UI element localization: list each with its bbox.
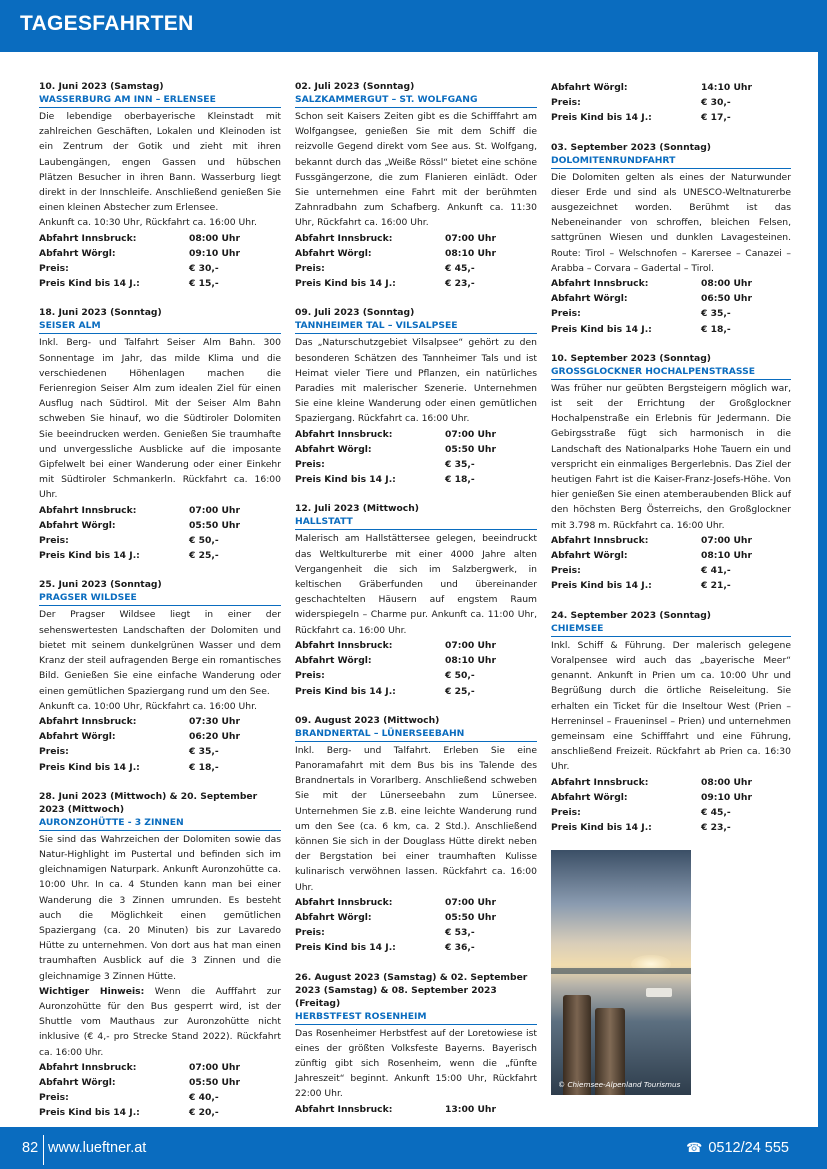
label-price-child: Preis Kind bis 14 J.:: [39, 761, 140, 773]
trip-arrival: Ankunft ca. 10:00 Uhr, Rückfahrt ca. 16:00 Uhr.: [39, 700, 257, 712]
trip-title: PRAGSER WILDSEE: [39, 591, 281, 606]
label-price: Preis:: [39, 1092, 69, 1104]
label-price: Preis:: [295, 263, 325, 275]
price-child: € 15,-: [189, 278, 219, 290]
departure-woergl: 08:10 Uhr: [445, 655, 496, 667]
label-departure-innsbruck: Abfahrt Innsbruck:: [551, 776, 649, 788]
trip-date: 12. Juli 2023 (Mittwoch): [295, 503, 419, 515]
label-price-child: Preis Kind bis 14 J.:: [39, 1107, 140, 1119]
departure-woergl: 05:50 Uhr: [189, 519, 240, 531]
trip-description: Was früher nur geübten Bergsteigern möglich war, ist seit der Errichtung der Großglockner Hochalpenstraße ein Erlebnis für Jedermann. Die Gebirgsstraße fügt sich harmonisch in die Landschaft des Nationalparks Hohe Tauern ein und verspricht ein einmaliges Bergerlebnis. Das Ziel der heutigen Fahrt ist die Kaiser-Franz-Josefs-Höhe. Von hier genießen Sie einen atemberaubenden Blick auf den höchsten Berg Österreichs, den Großglockner mit 3.798 m. Rückfahrt ca. 16:00 Uhr.: [551, 382, 791, 531]
trip-vilsalpsee: [295, 306, 537, 487]
column-1: [39, 80, 281, 1136]
label-departure-woergl: Abfahrt Wörgl:: [551, 293, 628, 305]
label-price-child: Preis Kind bis 14 J.:: [551, 323, 652, 335]
label-price-child: Preis Kind bis 14 J.:: [295, 278, 396, 290]
trip-details: [551, 80, 791, 126]
price: € 30,-: [701, 97, 731, 109]
label-price-child: Preis Kind bis 14 J.:: [295, 685, 396, 697]
price: € 35,-: [445, 459, 475, 471]
price-child: € 18,-: [189, 761, 219, 773]
trip-details: [295, 231, 537, 292]
departure-innsbruck: 13:00 Uhr: [445, 1103, 496, 1115]
trip-title: SALZKAMMERGUT – ST. WOLFGANG: [295, 93, 537, 108]
label-departure-woergl: Abfahrt Wörgl:: [295, 655, 372, 667]
departure-innsbruck: 08:00 Uhr: [701, 278, 752, 290]
departure-woergl: 09:10 Uhr: [701, 791, 752, 803]
trip-important-note: [39, 984, 281, 1060]
trip-details: [39, 503, 281, 564]
label-departure-innsbruck: Abfahrt Innsbruck:: [295, 428, 393, 440]
column-2: [295, 80, 537, 1132]
trip-title: HALLSTATT: [295, 515, 537, 530]
label-departure-innsbruck: Abfahrt Innsbruck:: [551, 534, 649, 546]
price-child: € 25,-: [189, 550, 219, 562]
trip-wasserburg: [39, 80, 281, 291]
price-child: € 23,-: [701, 822, 731, 834]
label-departure-innsbruck: Abfahrt Innsbruck:: [39, 504, 137, 516]
departure-woergl: 05:50 Uhr: [189, 1076, 240, 1088]
trip-st-wolfgang: [295, 80, 537, 291]
price-child: € 18,-: [445, 474, 475, 486]
label-price-child: Preis Kind bis 14 J.:: [295, 942, 396, 954]
label-price-child: Preis Kind bis 14 J.:: [551, 822, 652, 834]
price-child: € 17,-: [701, 112, 731, 124]
page-number: 82: [22, 1140, 39, 1156]
departure-woergl: 05:50 Uhr: [445, 911, 496, 923]
trip-description: Die Dolomiten gelten als eines der Naturwunder dieser Erde und sind als UNESCO-Weltnaturerbe ausgezeichnet worden. Berühmt ist das Nebeneinander von schroffen, bleichen Felsen, sattgrünen Wiesen und dunklen Lavagesteinen. Route: Tirol – Welschnofen – Karersee – Canazei – Arabba – Corvara – Gadertal – Tirol.: [551, 171, 791, 274]
trip-description: Inkl. Berg- und Talfahrt Seiser Alm Bahn. 300 Sonnentage im Jahr, das milde Klima und die verschiedenen Höhenlagen machen die Ferienregion Seiser Alm zum idealen Ziel für einen Ausflug nach Südtirol. Mit der Seiser Alm Bahn schweben Sie hinauf, wo die Südtiroler Dolomiten Sie beeindrucken werden. Genießen Sie traumhafte und unvergessliche Ausblicke auf die imposante Gipfelwelt bei einer Wanderung oder einer Einkehr mit Südtiroler Schmankerln. Rückfahrt ca. 16:00 Uhr.: [39, 337, 281, 501]
label-price-child: Preis Kind bis 14 J.:: [39, 550, 140, 562]
trip-title: CHIEMSEE: [551, 622, 791, 637]
price-child: € 18,-: [701, 323, 731, 335]
trip-description: Schon seit Kaisers Zeiten gibt es die Schifffahrt am Wolfgangsee, genießen Sie mit dem Schiff die reizvolle Gegend direkt vom See aus. St. Wolfgang, bekannt durch das „Weiße Rössl“ bietet eine schöne Fussgängerzone, die zum Flanieren einlädt. Oder Sie unternehmen eine Fahrt mit der berühmten Zahnradbahn zum Schafberg. Ankunft ca. 11:30 Uhr, Rückfahrt ca. 16:00 Uhr.: [295, 111, 537, 229]
trip-details: [39, 1060, 281, 1121]
column-3: [551, 80, 791, 1095]
trip-title: GROSSGLOCKNER HOCHALPENSTRASSE: [551, 365, 791, 380]
departure-innsbruck: 07:30 Uhr: [189, 715, 240, 727]
label-departure-innsbruck: Abfahrt Innsbruck:: [551, 278, 649, 290]
phone-contact[interactable]: [686, 1140, 789, 1156]
trip-date: 25. Juni 2023 (Sonntag): [39, 579, 162, 591]
trip-title: SEISER ALM: [39, 319, 281, 334]
label-departure-innsbruck: Abfahrt Innsbruck:: [295, 896, 393, 908]
label-price: Preis:: [295, 670, 325, 682]
trip-details: [551, 775, 791, 836]
trip-details: [39, 714, 281, 775]
trip-description: Inkl. Schiff & Führung. Der malerisch gelegene Voralpensee wird auch das „bayerische Meer“ genannt. Ankunft in Prien um ca. 10:00 Uhr und Begrüßung durch die örtliche Reiseleitung. Sie erhalten ein Ticket für die Inseltour West (Prien – Herreninsel – Fraueninsel – Prien) und unternehmen gemeinsam eine Schifffahrt und eine Führung, anschließend Freizeit. Rückfahrt ab Prien ca. 16:30 Uhr.: [551, 639, 791, 773]
trip-details: [295, 638, 537, 699]
ship-icon: [646, 988, 672, 997]
departure-woergl: 08:10 Uhr: [445, 247, 496, 259]
trip-details: [295, 427, 537, 488]
label-price-child: Preis Kind bis 14 J.:: [551, 112, 652, 124]
side-accent-bar: [818, 52, 827, 1127]
label-departure-innsbruck: Abfahrt Innsbruck:: [295, 1103, 393, 1115]
trip-details: [551, 533, 791, 594]
trip-description: Das Rosenheimer Herbstfest auf der Loretowiese ist eines der größten Volksfeste Bayerns. Bayerisch zünftig gibt sich Rosenheim, wenn die „fünfte Jahreszeit“ beginnt. Ankunft 15:00 Uhr, Rückfahrt 22:00 Uhr.: [295, 1027, 537, 1100]
label-departure-woergl: Abfahrt Wörgl:: [551, 550, 628, 562]
label-departure-woergl: Abfahrt Wörgl:: [39, 731, 116, 743]
trip-details: [295, 1102, 537, 1117]
trip-grossglockner: [551, 352, 791, 594]
website-link[interactable]: www.lueftner.at: [48, 1140, 147, 1156]
departure-woergl: 14:10 Uhr: [701, 82, 752, 93]
label-departure-woergl: Abfahrt Wörgl:: [295, 443, 372, 455]
far-shore: [551, 968, 691, 974]
label-price: Preis:: [551, 806, 581, 818]
trip-pragser-wildsee: [39, 578, 281, 774]
trip-arrival: Ankunft ca. 10:30 Uhr, Rückfahrt ca. 16:00 Uhr.: [39, 217, 257, 229]
trip-title: AURONZOHÜTTE - 3 ZINNEN: [39, 816, 281, 831]
price: € 45,-: [445, 263, 475, 275]
trip-description: Die lebendige oberbayerische Kleinstadt mit zahlreichen Geschäften, Lokalen und Kleinoden ist ein Zentrum der Gotik und zieht mit ihren Laubengängen, engen Gassen und hübschen Plätzen Besucher in ihren Bann. Wasserburg liegt direkt in der Innschleife. Anschließend genießen Sie einen kleinen Abstecher zum Erlensee.: [39, 111, 281, 214]
label-price: Preis:: [295, 459, 325, 471]
departure-woergl: 05:50 Uhr: [445, 443, 496, 455]
trip-title: HERBSTFEST ROSENHEIM: [295, 1010, 537, 1025]
page-footer: [0, 1127, 827, 1169]
label-departure-woergl: Abfahrt Wörgl:: [551, 82, 628, 93]
trip-description: Inkl. Berg- und Talfahrt. Erleben Sie eine Panoramafahrt mit dem Bus bis ins Talende des Brandnertals in Vorarlberg. Anschließend schweben Sie mit der Lünerseebahn zum Lünersee. Unternehmen Sie z.B. eine leichte Wanderung rund um den See (ca. 6 km, ca. 2 Std.). Anschließend können Sie sich in der Douglass Hütte direkt neben der Bergstation bei einer traumhaften Kulisse kulinarisch verwöhnen lassen. Rückfahrt ca. 16:00 Uhr.: [295, 744, 537, 893]
departure-innsbruck: 07:00 Uhr: [445, 639, 496, 651]
label-departure-innsbruck: Abfahrt Innsbruck:: [295, 639, 393, 651]
departure-woergl: 06:50 Uhr: [701, 293, 752, 305]
departure-woergl: 08:10 Uhr: [701, 550, 752, 562]
trip-brandnertal: [295, 714, 537, 956]
label-price-child: Preis Kind bis 14 J.:: [295, 474, 396, 486]
price-child: € 25,-: [445, 685, 475, 697]
photo-credit: © Chiemsee-Alpenland Tourismus: [558, 1080, 681, 1090]
price: € 35,-: [701, 308, 731, 320]
trip-dolomitenrundfahrt: [551, 141, 791, 337]
price-child: € 36,-: [445, 942, 475, 954]
trip-description: Der Pragser Wildsee liegt in einer der sehenswertesten Landschaften der Dolomiten und bietet mit seinem dunkelgrünen Wasser und dem Kranz der steil aufragenden Berge ein romantisches Bild. Genießen Sie eine einfache Wanderung oder einen gemütlichen Spaziergang rund um den See.: [39, 609, 281, 697]
footer-divider: [43, 1135, 44, 1165]
label-price: Preis:: [39, 746, 69, 758]
trip-title: DOLOMITENRUNDFAHRT: [551, 154, 791, 169]
label-price: Preis:: [39, 263, 69, 275]
departure-innsbruck: 08:00 Uhr: [189, 232, 240, 244]
label-departure-woergl: Abfahrt Wörgl:: [295, 911, 372, 923]
price-child: € 21,-: [701, 580, 731, 592]
trip-date: 10. September 2023 (Sonntag): [551, 352, 711, 364]
trip-date: 28. Juni 2023 (Mittwoch) & 20. September 2023 (Mittwoch): [39, 790, 258, 815]
label-price: Preis:: [551, 308, 581, 320]
trip-details: [295, 895, 537, 956]
departure-woergl: 09:10 Uhr: [189, 247, 240, 259]
departure-innsbruck: 07:00 Uhr: [189, 504, 240, 516]
price: € 40,-: [189, 1092, 219, 1104]
label-price-child: Preis Kind bis 14 J.:: [39, 278, 140, 290]
price: € 30,-: [189, 263, 219, 275]
trip-chiemsee: [551, 609, 791, 836]
label-departure-innsbruck: Abfahrt Innsbruck:: [39, 232, 137, 244]
departure-innsbruck: 07:00 Uhr: [189, 1061, 240, 1073]
trip-title: WASSERBURG AM INN – ERLENSEE: [39, 93, 281, 108]
trip-herbstfest-continued: [551, 80, 791, 126]
trip-hallstatt: [295, 502, 537, 698]
trip-herbstfest-rosenheim: [295, 971, 537, 1117]
label-price: Preis:: [295, 927, 325, 939]
trip-title: TANNHEIMER TAL – VILSALPSEE: [295, 319, 537, 334]
departure-innsbruck: 08:00 Uhr: [701, 776, 752, 788]
label-departure-woergl: Abfahrt Wörgl:: [39, 519, 116, 531]
trip-date: 09. Juli 2023 (Sonntag): [295, 307, 415, 319]
label-departure-innsbruck: Abfahrt Innsbruck:: [39, 715, 137, 727]
trip-description: Das „Naturschutzgebiet Vilsalpsee“ gehört zu den besonderen Schätzen des Tannheimer Tals und ist Heimat vieler Tiere und Pflanzen, ein natürliches Paradies mit malerischer Szenerie. Unternehmen Sie eine kleine Wanderung oder einen gemütlichen Spaziergang. Rückfahrt ca. 16:00 Uhr.: [295, 337, 537, 425]
trip-details: [39, 231, 281, 292]
label-departure-woergl: Abfahrt Wörgl:: [295, 247, 372, 259]
note-label: Wichtiger Hinweis:: [39, 985, 145, 997]
trip-title: BRANDNERTAL – LÜNERSEEBAHN: [295, 727, 537, 742]
label-departure-innsbruck: Abfahrt Innsbruck:: [295, 232, 393, 244]
page-title: TAGESFAHRTEN: [20, 12, 194, 35]
price: € 35,-: [189, 746, 219, 758]
price: € 41,-: [701, 565, 731, 577]
label-price-child: Preis Kind bis 14 J.:: [551, 580, 652, 592]
label-departure-woergl: Abfahrt Wörgl:: [551, 791, 628, 803]
trip-auronzohuette: [39, 790, 281, 1121]
departure-innsbruck: 07:00 Uhr: [445, 428, 496, 440]
trip-details: [551, 276, 791, 337]
label-departure-woergl: Abfahrt Wörgl:: [39, 1076, 116, 1088]
trip-date: 26. August 2023 (Samstag) & 02. September 2023 (Samstag) & 08. September 2023 (Freitag): [295, 971, 528, 1009]
price: € 53,-: [445, 927, 475, 939]
trip-date: 18. Juni 2023 (Sonntag): [39, 307, 162, 319]
phone-number: 0512/24 555: [708, 1140, 789, 1156]
trip-date: 24. September 2023 (Sonntag): [551, 609, 711, 621]
label-departure-woergl: Abfahrt Wörgl:: [39, 247, 116, 259]
trip-date: 09. August 2023 (Mittwoch): [295, 714, 440, 726]
phone-icon: ☎: [686, 1140, 703, 1155]
price-child: € 20,-: [189, 1107, 219, 1119]
trip-description: Malerisch am Hallstättersee gelegen, beeindruckt das Weltkulturerbe mit einer 4000 Jahre alten Vergangenheit die sich im Salzbergwerk, in keltischen Gräberfunden und übereinander geschachtelten Häusern auf engstem Raum widerspiegeln – Charme pur. Ankunft ca. 11:00 Uhr, Rückfahrt ca. 16:00 Uhr.: [295, 533, 537, 636]
price: € 50,-: [445, 670, 475, 682]
note-text: Wenn die Aufffahrt zur Auronzohütte für den Bus gesperrt wird, ist der Shuttle vom Mauthaus zur Auronzohütte nicht inklusive (€ 4,- pro Strecke Stand 2022). Rückfahrt ca. 16:00 Uhr.: [39, 985, 281, 1058]
page-header: [0, 0, 827, 52]
departure-woergl: 06:20 Uhr: [189, 731, 240, 743]
label-price: Preis:: [551, 97, 581, 109]
price: € 50,-: [189, 535, 219, 547]
trip-date: 02. Juli 2023 (Sonntag): [295, 81, 415, 92]
departure-innsbruck: 07:00 Uhr: [445, 232, 496, 244]
price-child: € 23,-: [445, 278, 475, 290]
label-price: Preis:: [39, 535, 69, 547]
trip-description: Sie sind das Wahrzeichen der Dolomiten sowie das Natur-Highlight im Pustertal und befinden sich im gleichnamigen Naturpark. Ankunft Auronzohütte ca. 10:00 Uhr. In ca. 4 Stunden kann man bei einer Wanderung die 3 Zinnen umrunden. Es besteht auch die Möglichkeit einen gemütlichen Spaziergang (ca. 20 Minuten) bis zur Lavaredo Hütte zu unternehmen. Von dort aus hat man einen traumhaften Ausblick auf die 3 Zinnen und die gleichnamige 3 Zinnen Hütte.: [39, 833, 281, 982]
price: € 45,-: [701, 806, 731, 818]
trip-date: 03. September 2023 (Sonntag): [551, 141, 711, 153]
trip-date: 10. Juni 2023 (Samstag): [39, 81, 164, 92]
chiemsee-photo: [551, 850, 691, 1095]
label-price: Preis:: [551, 565, 581, 577]
label-departure-innsbruck: Abfahrt Innsbruck:: [39, 1061, 137, 1073]
departure-innsbruck: 07:00 Uhr: [445, 896, 496, 908]
departure-innsbruck: 07:00 Uhr: [701, 534, 752, 546]
trip-seiser-alm: [39, 306, 281, 563]
